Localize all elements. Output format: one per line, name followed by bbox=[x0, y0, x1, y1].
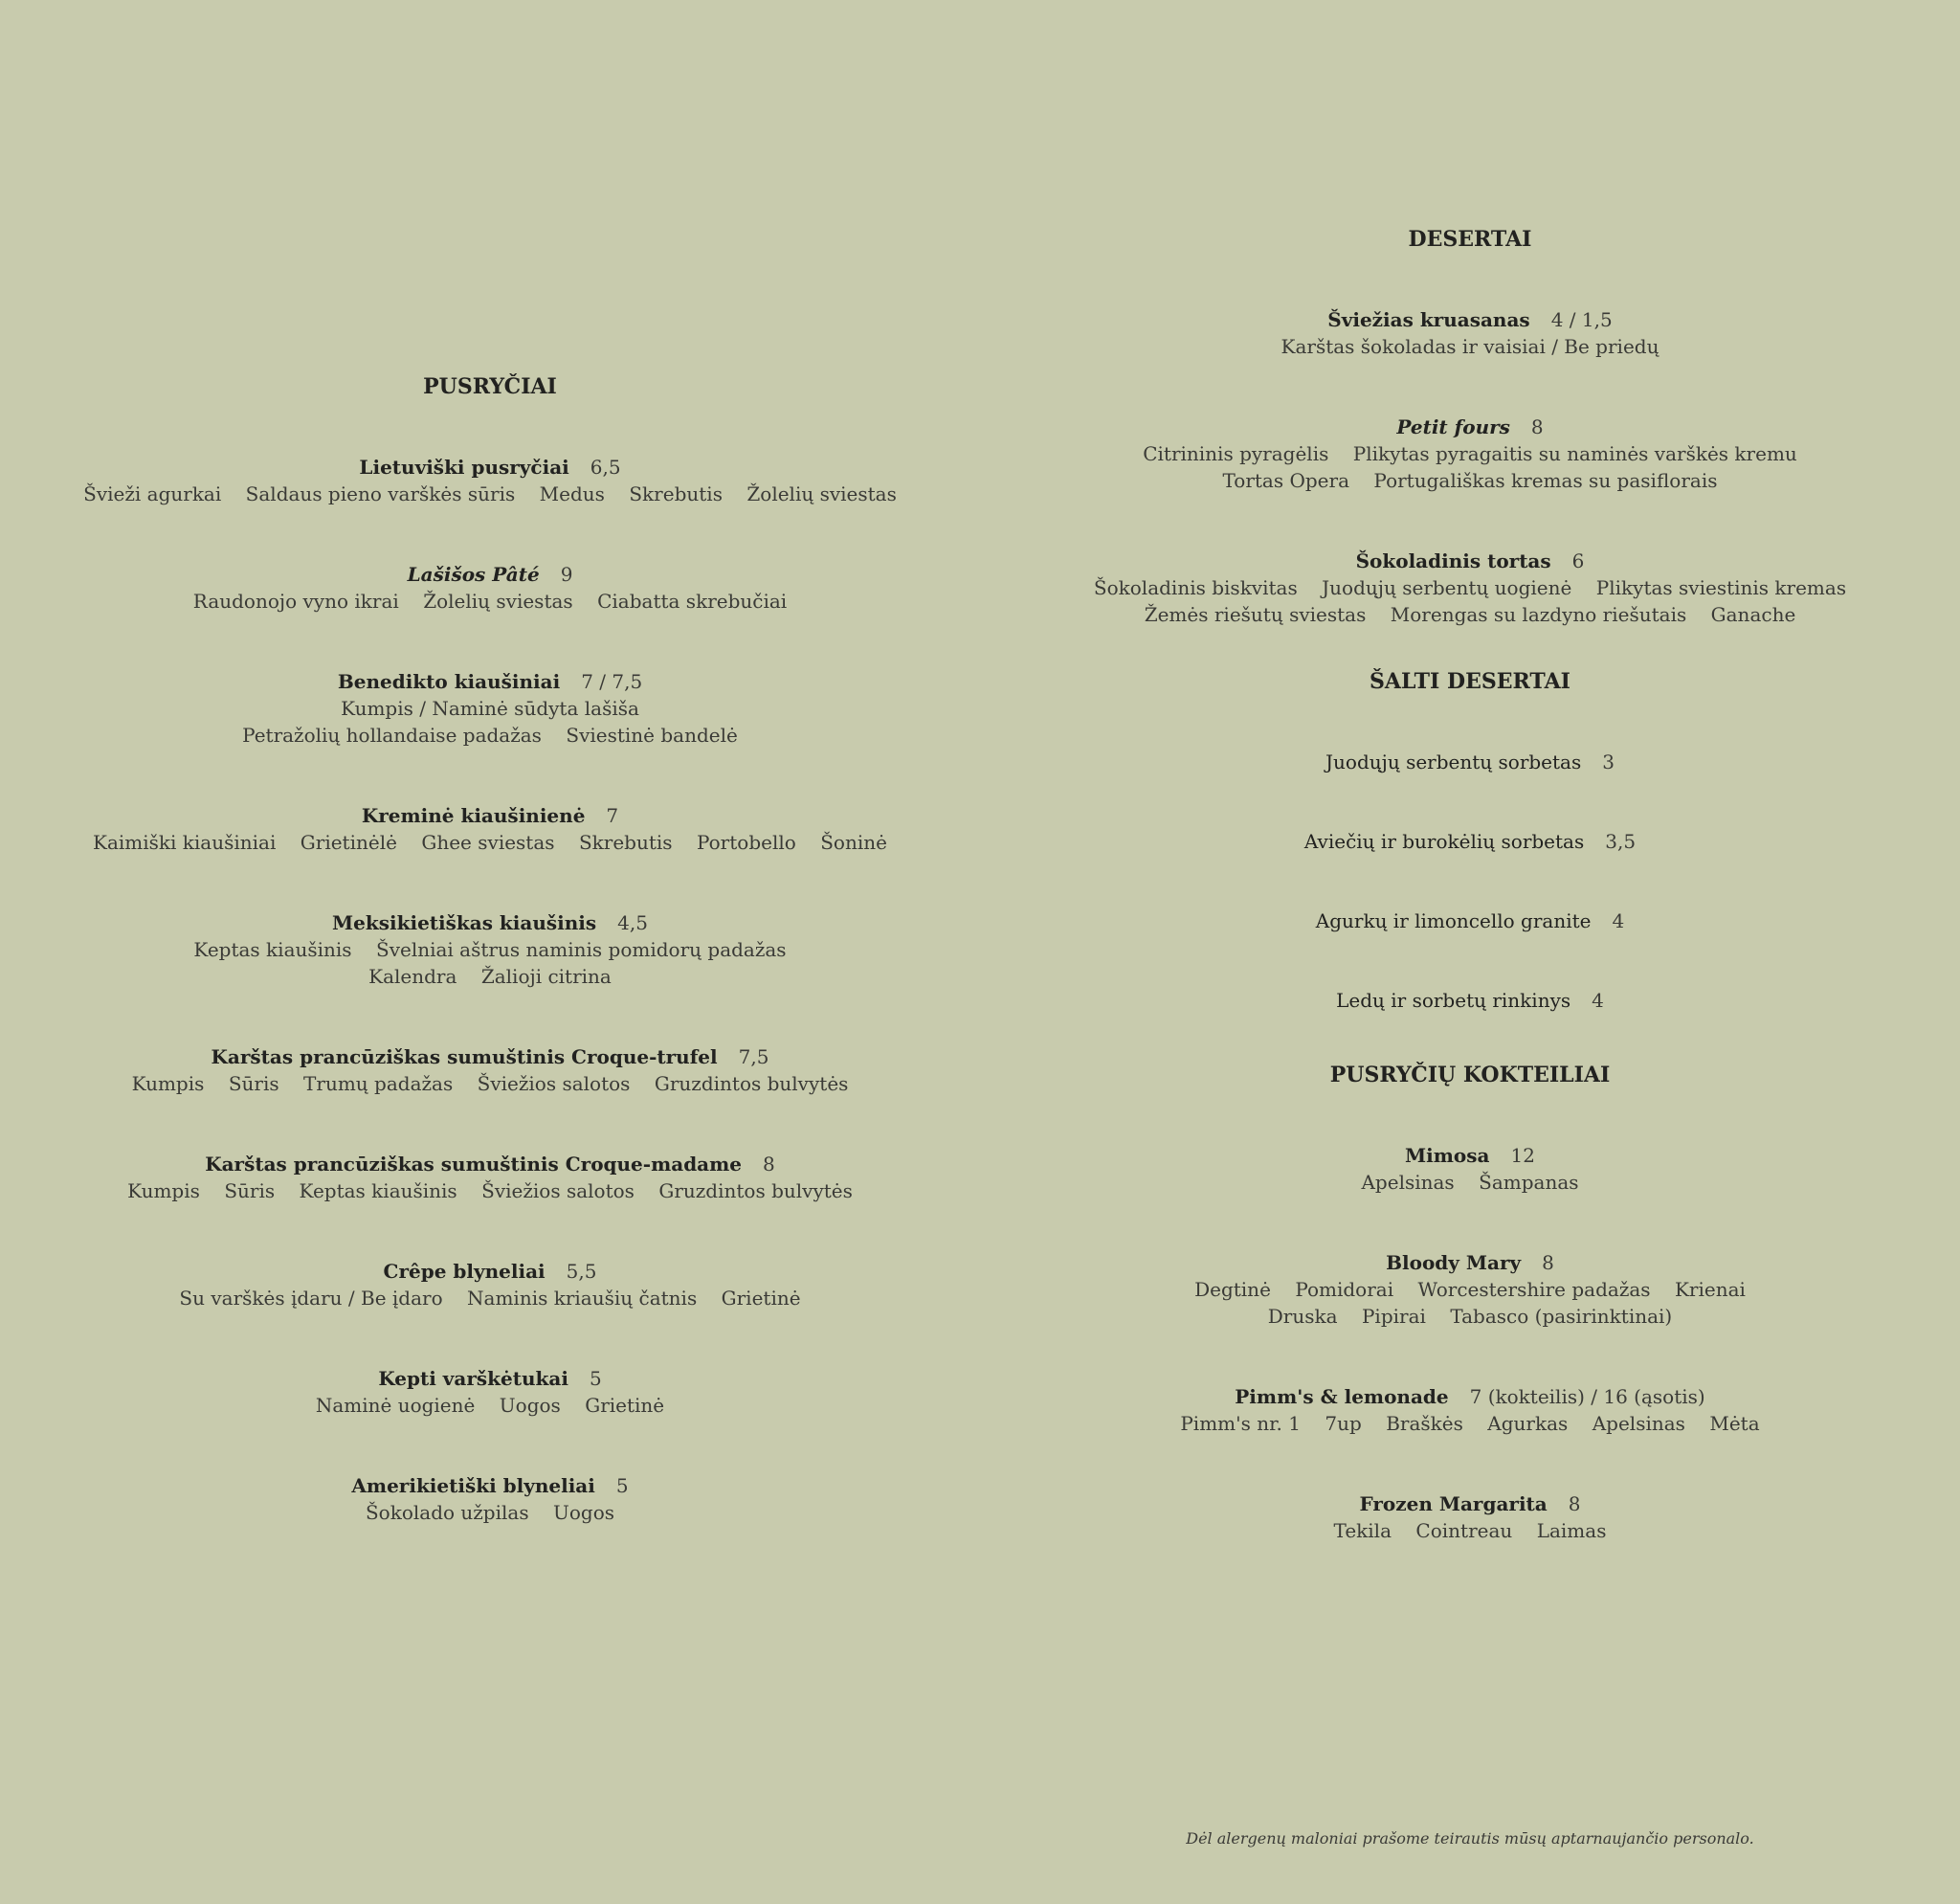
item-description: Petražolių hollandaise padažas Sviestinė bandelė bbox=[242, 724, 738, 747]
item-price: 8 bbox=[1542, 1251, 1554, 1274]
item-name: Karštas prancūziškas sumuštinis Croque-trufel bbox=[211, 1045, 718, 1068]
menu-item bbox=[11, 454, 969, 507]
item-name: Lašišos Pâté bbox=[407, 563, 540, 586]
item-price: 8 bbox=[763, 1153, 775, 1176]
item-name: Frozen Margarita bbox=[1359, 1492, 1548, 1515]
item-description: Naminė uogienė Uogos Grietinė bbox=[315, 1394, 665, 1417]
item-name: Aviečių ir burokėlių sorbetas bbox=[1303, 830, 1585, 853]
menu-item bbox=[991, 987, 1949, 1014]
item-name: Juodųjų serbentų sorbetas bbox=[1325, 750, 1582, 773]
menu-item bbox=[991, 1383, 1949, 1437]
menu-item bbox=[991, 1249, 1949, 1330]
section-title-cold-desserts: ŠALTI DESERTAI bbox=[1370, 669, 1570, 694]
item-description: Švieži agurkai Saldaus pieno varškės sūris Medus Skrebutis Žolelių sviestas bbox=[83, 482, 897, 505]
item-description: Apelsinas Šampanas bbox=[1361, 1171, 1579, 1194]
item-description: Kumpis / Naminė sūdyta lašiša bbox=[341, 697, 639, 720]
item-description: Šokoladinis biskvitas Juodųjų serbentų uogienė Plikytas sviestinis kremas bbox=[1093, 576, 1847, 599]
allergen-note: Dėl alergenų maloniai prašome teirautis mūsų aptarnaujančio personalo. bbox=[1186, 1829, 1754, 1848]
item-price: 4 bbox=[1612, 909, 1625, 932]
item-name: Amerikietiški blyneliai bbox=[351, 1474, 595, 1497]
section-title-breakfast: PUSRYČIAI bbox=[423, 374, 557, 399]
item-price: 5 bbox=[589, 1367, 602, 1390]
menu-item bbox=[991, 907, 1949, 934]
item-name: Petit fours bbox=[1396, 415, 1510, 438]
item-description: Keptas kiaušinis Švelniai aštrus naminis pomidorų padažas bbox=[193, 938, 787, 961]
item-name: Pimm's & lemonade bbox=[1235, 1385, 1449, 1408]
desserts-drinks-column bbox=[991, 226, 1949, 1544]
item-name: Šviežias kruasanas bbox=[1327, 308, 1530, 331]
item-description: Kalendra Žalioji citrina bbox=[368, 965, 612, 988]
item-price: 9 bbox=[560, 563, 573, 586]
item-name: Meksikietiškas kiaušinis bbox=[332, 911, 597, 934]
item-name: Lietuviški pusryčiai bbox=[359, 456, 569, 479]
menu-item bbox=[11, 1472, 969, 1526]
item-name: Kepti varškėtukai bbox=[378, 1367, 568, 1390]
item-price: 7 (kokteilis) / 16 (ąsotis) bbox=[1469, 1385, 1705, 1408]
menu-item bbox=[991, 749, 1949, 775]
item-name: Mimosa bbox=[1405, 1144, 1490, 1167]
item-name: Bloody Mary bbox=[1386, 1251, 1522, 1274]
item-description: Šokolado užpilas Uogos bbox=[365, 1501, 615, 1524]
menu-item bbox=[11, 668, 969, 749]
menu-item bbox=[991, 828, 1949, 855]
item-description: Kumpis Sūris Trumų padažas Šviežios salotos Gruzdintos bulvytės bbox=[131, 1072, 849, 1095]
menu-item bbox=[991, 1142, 1949, 1196]
item-price: 8 bbox=[1530, 415, 1544, 438]
menu-item bbox=[11, 561, 969, 615]
item-price: 8 bbox=[1568, 1492, 1581, 1515]
menu-item bbox=[991, 548, 1949, 628]
item-price: 7,5 bbox=[738, 1045, 769, 1068]
item-price: 7 bbox=[606, 804, 619, 827]
item-price: 4 / 1,5 bbox=[1550, 308, 1613, 331]
item-name: Agurkų ir limoncello granite bbox=[1315, 909, 1592, 932]
menu-item bbox=[991, 306, 1949, 360]
menu-item bbox=[11, 1365, 969, 1419]
section-title-cocktails: PUSRYČIŲ KOKTEILIAI bbox=[1329, 1063, 1611, 1087]
menu-item bbox=[11, 909, 969, 990]
item-name: Ledų ir sorbetų rinkinys bbox=[1336, 989, 1571, 1012]
item-description: Druska Pipirai Tabasco (pasirinktinai) bbox=[1267, 1305, 1673, 1328]
item-name: Šokoladinis tortas bbox=[1355, 549, 1551, 572]
menu-item bbox=[11, 1043, 969, 1097]
menu-item bbox=[991, 414, 1949, 494]
item-price: 3 bbox=[1602, 750, 1615, 773]
menu-item bbox=[11, 1151, 969, 1204]
item-description: Kaimiški kiaušiniai Grietinėlė Ghee sviestas Skrebutis Portobello Šoninė bbox=[93, 831, 887, 854]
item-description: Tekila Cointreau Laimas bbox=[1333, 1519, 1607, 1542]
item-description: Kumpis Sūris Keptas kiaušinis Šviežios salotos Gruzdintos bulvytės bbox=[127, 1179, 853, 1202]
item-price: 5,5 bbox=[566, 1260, 597, 1283]
item-price: 7 / 7,5 bbox=[581, 670, 643, 693]
section-title-desserts: DESERTAI bbox=[1408, 227, 1532, 252]
item-name: Karštas prancūziškas sumuštinis Croque-madame bbox=[205, 1153, 743, 1176]
menu-item bbox=[991, 1490, 1949, 1544]
item-name: Crêpe blyneliai bbox=[383, 1260, 546, 1283]
item-price: 4,5 bbox=[617, 911, 648, 934]
item-price: 4 bbox=[1592, 989, 1604, 1012]
item-description: Pimm's nr. 1 7up Braškės Agurkas Apelsinas Mėta bbox=[1180, 1412, 1760, 1435]
item-price: 6,5 bbox=[590, 456, 621, 479]
item-description: Raudonojo vyno ikrai Žolelių sviestas Ciabatta skrebučiai bbox=[192, 590, 788, 613]
item-price: 12 bbox=[1510, 1144, 1535, 1167]
menu-item bbox=[11, 1258, 969, 1311]
item-description: Su varškės įdaru / Be įdaro Naminis kriaušių čatnis Grietinė bbox=[179, 1287, 801, 1310]
item-name: Kreminė kiaušinienė bbox=[361, 804, 586, 827]
menu-item bbox=[11, 802, 969, 856]
item-description: Citrininis pyragėlis Plikytas pyragaitis su naminės varškės kremu bbox=[1143, 442, 1797, 465]
item-price: 5 bbox=[615, 1474, 629, 1497]
item-name: Benedikto kiaušiniai bbox=[337, 670, 561, 693]
item-description: Karštas šokoladas ir vaisiai / Be priedų bbox=[1281, 335, 1659, 358]
item-price: 3,5 bbox=[1605, 830, 1637, 853]
item-description: Tortas Opera Portugališkas kremas su pasiflorais bbox=[1222, 469, 1718, 492]
item-price: 6 bbox=[1571, 549, 1585, 572]
item-description: Degtinė Pomidorai Worcestershire padažas Krienai bbox=[1194, 1278, 1746, 1301]
breakfast-column bbox=[11, 373, 969, 1526]
item-description: Žemės riešutų sviestas Morengas su lazdyno riešutais Ganache bbox=[1144, 603, 1796, 626]
